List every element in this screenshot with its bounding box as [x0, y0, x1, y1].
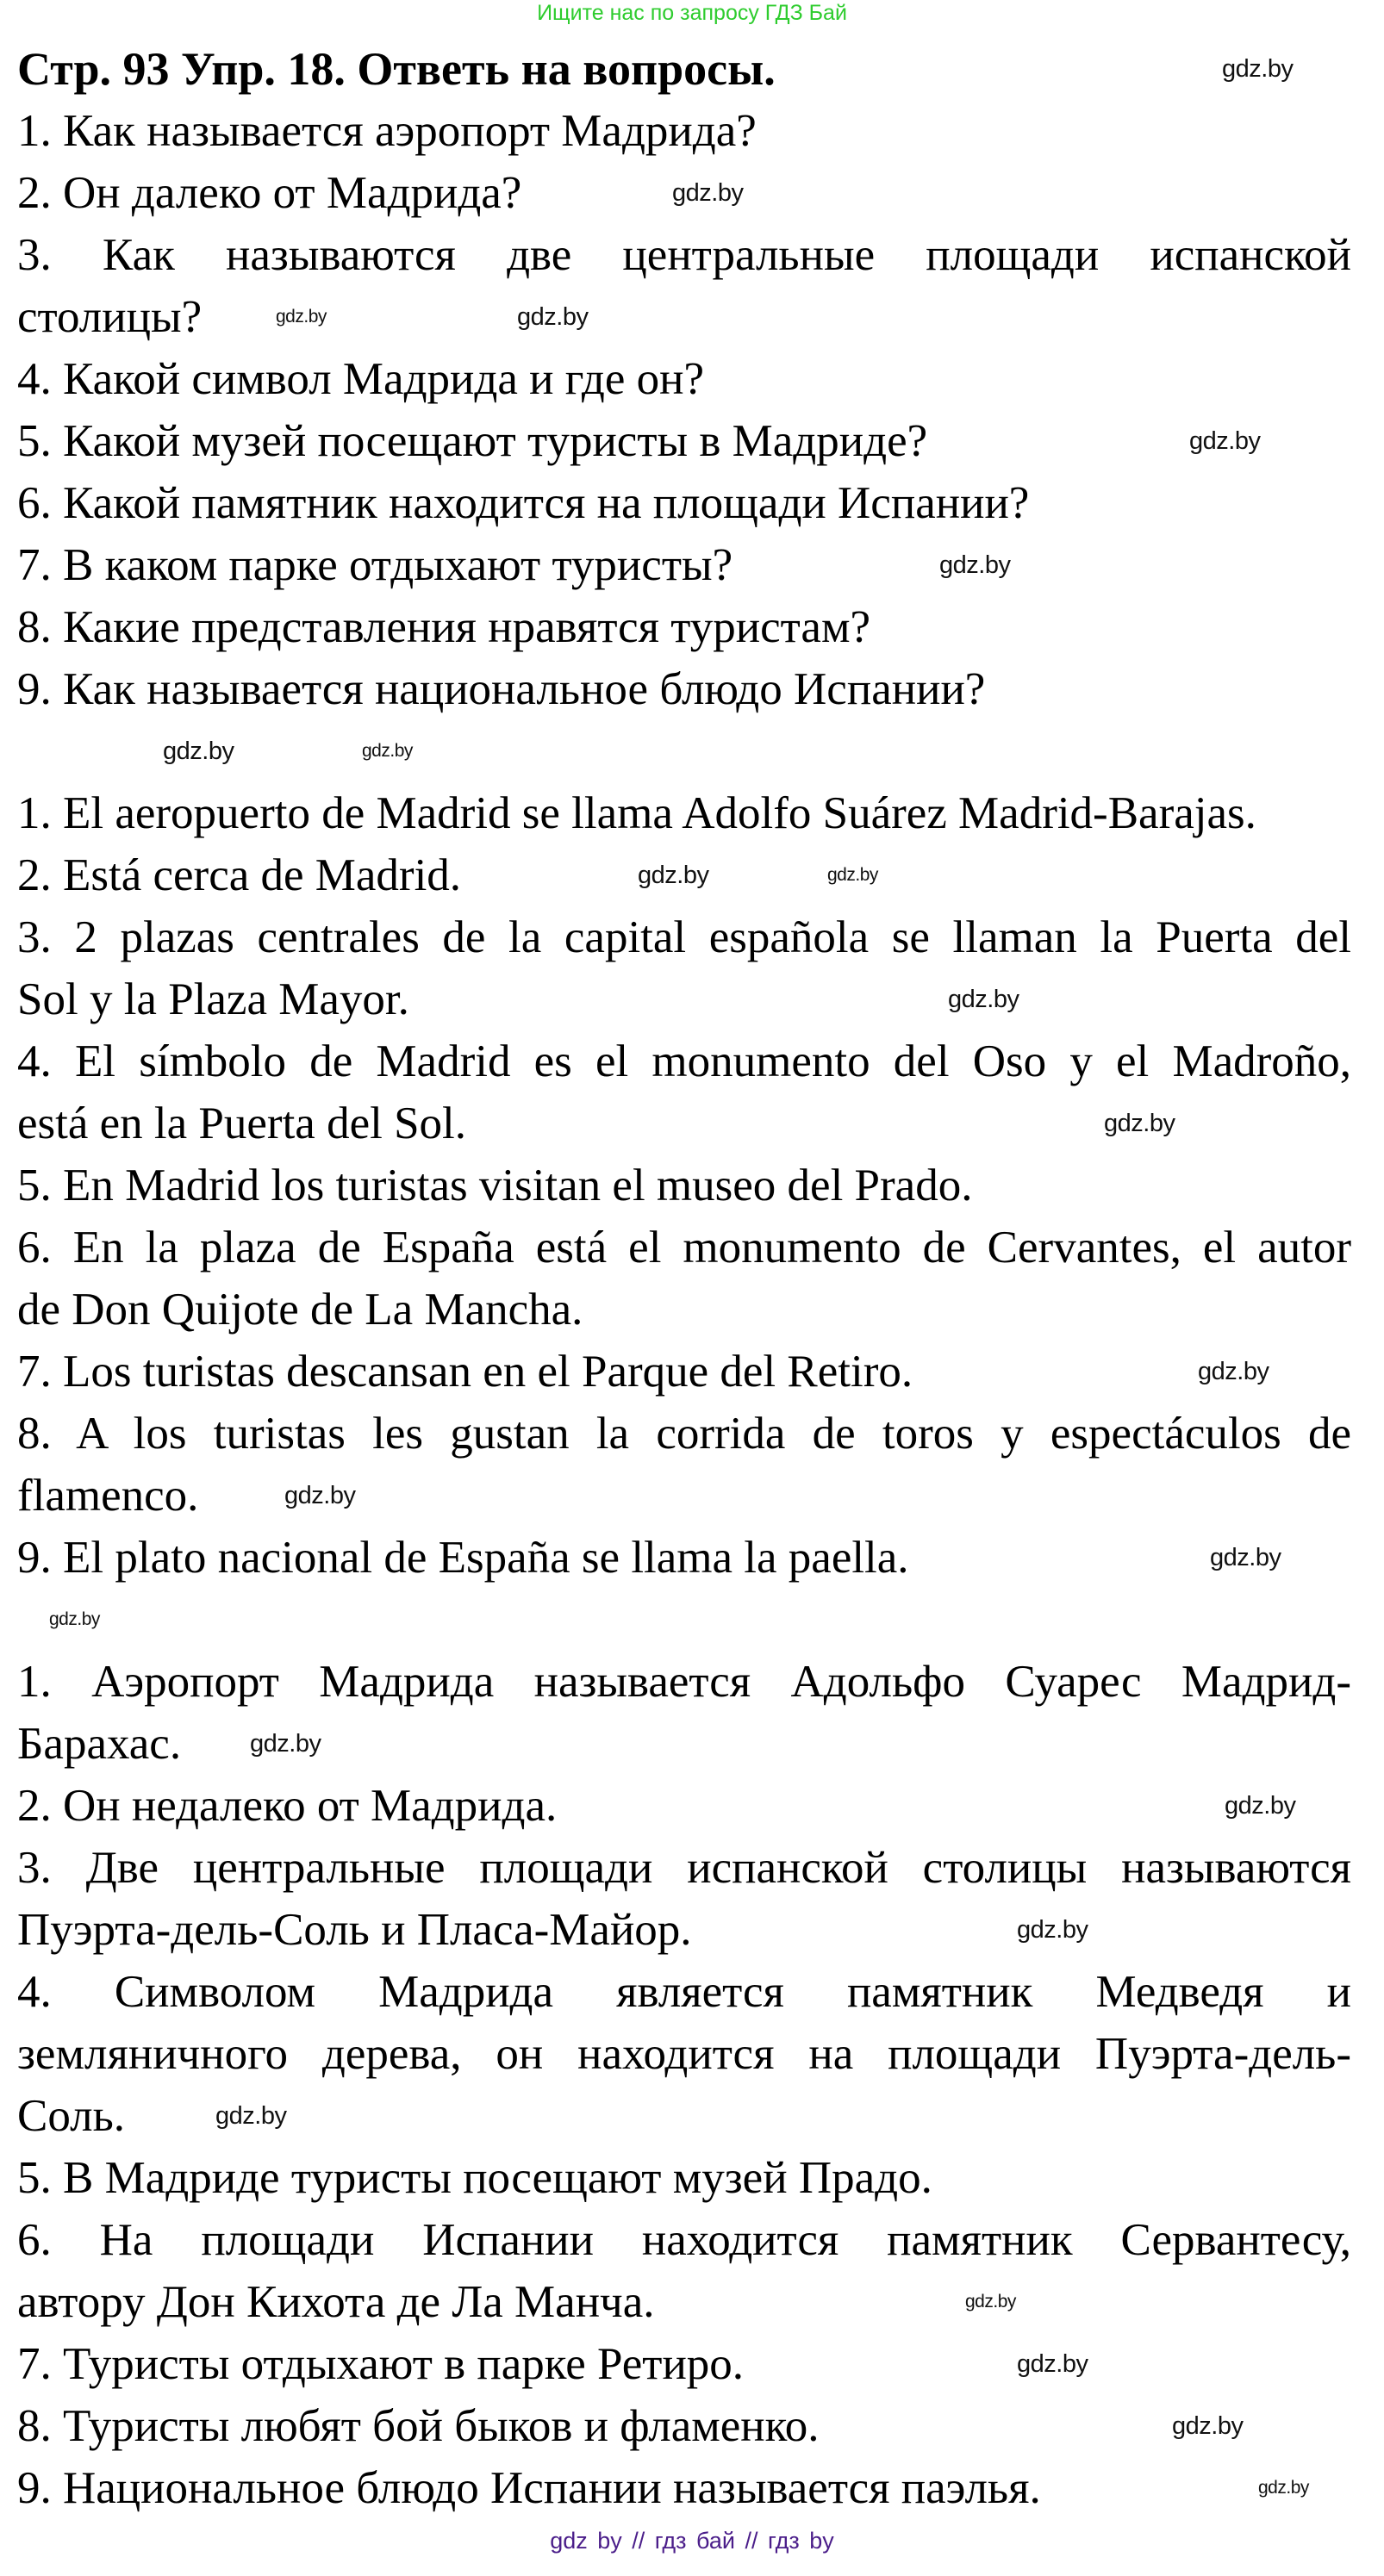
watermark-text: gdz.by: [517, 303, 589, 331]
questions-ru-item-3: [17, 224, 1351, 348]
text-line: 2. Он недалеко от Мадрида.: [17, 1781, 558, 1831]
answers-ru-item-7: [17, 2333, 1351, 2395]
document-body: [17, 38, 1351, 2519]
watermark-text: gdz.by: [672, 179, 744, 207]
text-line: 6. Какой памятник находится на площади Испании?: [17, 478, 1030, 528]
section-spacer: [17, 1589, 1351, 1651]
answers-ru-item-5: [17, 2147, 1351, 2209]
questions-ru-item-6: [17, 472, 1351, 534]
answers-ru-item-3: [17, 1837, 1351, 1961]
answers-es-item-7: [17, 1341, 1351, 1403]
text-line: 4. El símbolo de Madrid es el monumento del Oso y el Madroño,: [17, 1036, 1351, 1086]
text-line: 9. El plato nacional de España se llama la paella.: [17, 1533, 909, 1583]
watermark-text: gdz.by: [250, 1730, 321, 1758]
answers-es-item-9: [17, 1527, 1351, 1589]
answers-es-item-3: [17, 906, 1351, 1030]
text-line: 9. Национальное блюдо Испании называется паэлья.: [17, 2463, 1041, 2513]
answers-es-item-1: [17, 782, 1351, 844]
questions-ru-item-9: [17, 658, 1351, 720]
watermark-text: gdz.by: [1189, 427, 1261, 455]
text-line: 4. Символом Мадрида является памятник Медведя и: [17, 1967, 1351, 2017]
watermark-text: gdz.by: [948, 986, 1019, 1013]
text-line: столицы?: [17, 292, 203, 342]
watermark-text: gdz.by: [362, 741, 413, 761]
text-line: Соль.: [17, 2091, 126, 2141]
answers-es-item-5: [17, 1154, 1351, 1216]
watermark-text: gdz.by: [1225, 1792, 1296, 1820]
watermark-text: gdz.by: [1017, 1916, 1088, 1944]
text-line: 6. En la plaza de España está el monumento de Cervantes, el autor: [17, 1223, 1351, 1272]
watermark-text: gdz.by: [215, 2102, 287, 2130]
text-line: 2. Está cerca de Madrid.: [17, 850, 462, 900]
questions-ru-item-1: [17, 100, 1351, 162]
page-title: Стр. 93 Упр. 18. Ответь на вопросы.: [17, 43, 776, 95]
text-line: flamenco.: [17, 1471, 199, 1521]
questions-ru-item-5: [17, 410, 1351, 472]
top-search-banner: Ищите нас по запросу ГДЗ Бай: [537, 1, 847, 25]
answers-ru-item-6: [17, 2209, 1351, 2333]
text-line: 5. En Madrid los turistas visitan el museo del Prado.: [17, 1160, 973, 1210]
text-line: 4. Какой символ Мадрида и где он?: [17, 354, 704, 404]
watermark-text: gdz.by: [284, 1482, 356, 1509]
watermark-text: gdz.by: [1172, 2412, 1244, 2440]
text-line: земляничного дерева, он находится на площади Пуэрта-дель-: [17, 2029, 1351, 2079]
watermark-text: gdz.by: [827, 865, 878, 885]
text-line: 7. Туристы отдыхают в парке Ретиро.: [17, 2339, 745, 2389]
text-line: 9. Как называется национальное блюдо Испании?: [17, 664, 986, 714]
text-line: 5. Какой музей посещают туристы в Мадриде?: [17, 416, 928, 466]
text-line: 6. На площади Испании находится памятник Сервантесу,: [17, 2215, 1351, 2265]
bottom-site-banner: gdz by // гдз бай // гдз by: [550, 2528, 834, 2554]
answers-es-item-6: [17, 1216, 1351, 1341]
watermark-text: gdz.by: [276, 307, 327, 327]
text-line: 8. Какие представления нравятся туристам?: [17, 602, 871, 652]
watermark-text: gdz.by: [1258, 2478, 1309, 2498]
text-line: 7. Los turistas descansan en el Parque del Retiro.: [17, 1347, 913, 1397]
answers-ru-item-8: [17, 2395, 1351, 2457]
text-line: Барахас.: [17, 1719, 182, 1769]
text-line: автору Дон Кихота де Ла Манча.: [17, 2277, 655, 2327]
watermark-text: gdz.by: [939, 551, 1011, 579]
text-line: de Don Quijote de La Mancha.: [17, 1285, 583, 1335]
watermark-text: gdz.by: [1198, 1358, 1269, 1385]
watermark-text: gdz.by: [1104, 1110, 1175, 1137]
text-line: 2. Он далеко от Мадрида?: [17, 168, 522, 218]
questions-ru-item-4: [17, 348, 1351, 410]
text-line: Sol y la Plaza Mayor.: [17, 974, 409, 1024]
questions-ru-item-8: [17, 596, 1351, 658]
answers-ru-item-1: [17, 1651, 1351, 1775]
text-line: 1. Аэропорт Мадрида называется Адольфо Суарес Мадрид-: [17, 1657, 1351, 1707]
text-line: 8. Туристы любят бой быков и фламенко.: [17, 2401, 820, 2451]
answers-ru-item-9: [17, 2457, 1351, 2519]
text-line: 1. El aeropuerto de Madrid se llama Adolfo Suárez Madrid-Barajas.: [17, 788, 1256, 838]
text-line: 8. A los turistas les gustan la corrida de toros y espectáculos de: [17, 1409, 1351, 1459]
text-line: 7. В каком парке отдыхают туристы?: [17, 540, 733, 590]
watermark-text: gdz.by: [49, 1609, 100, 1629]
text-line: 3. Две центральные площади испанской столицы называются: [17, 1843, 1351, 1893]
text-line: 3. Как называются две центральные площади испанской: [17, 230, 1351, 280]
answers-ru-item-2: [17, 1775, 1351, 1837]
watermark-text: gdz.by: [1222, 55, 1294, 83]
text-line: 3. 2 plazas centrales de la capital española se llaman la Puerta del: [17, 912, 1351, 962]
watermark-text: gdz.by: [965, 2292, 1016, 2312]
text-line: 5. В Мадриде туристы посещают музей Прадо.: [17, 2153, 932, 2203]
watermark-text: gdz.by: [638, 862, 709, 889]
watermark-text: gdz.by: [163, 737, 234, 765]
text-line: 1. Как называется аэропорт Мадрида?: [17, 106, 757, 156]
watermark-text: gdz.by: [1210, 1544, 1281, 1571]
text-line: está en la Puerta del Sol.: [17, 1098, 467, 1148]
questions-ru-item-7: [17, 534, 1351, 596]
text-line: Пуэрта-дель-Соль и Пласа-Майор.: [17, 1905, 692, 1955]
watermark-text: gdz.by: [1017, 2350, 1088, 2378]
answers-es-item-8: [17, 1403, 1351, 1527]
